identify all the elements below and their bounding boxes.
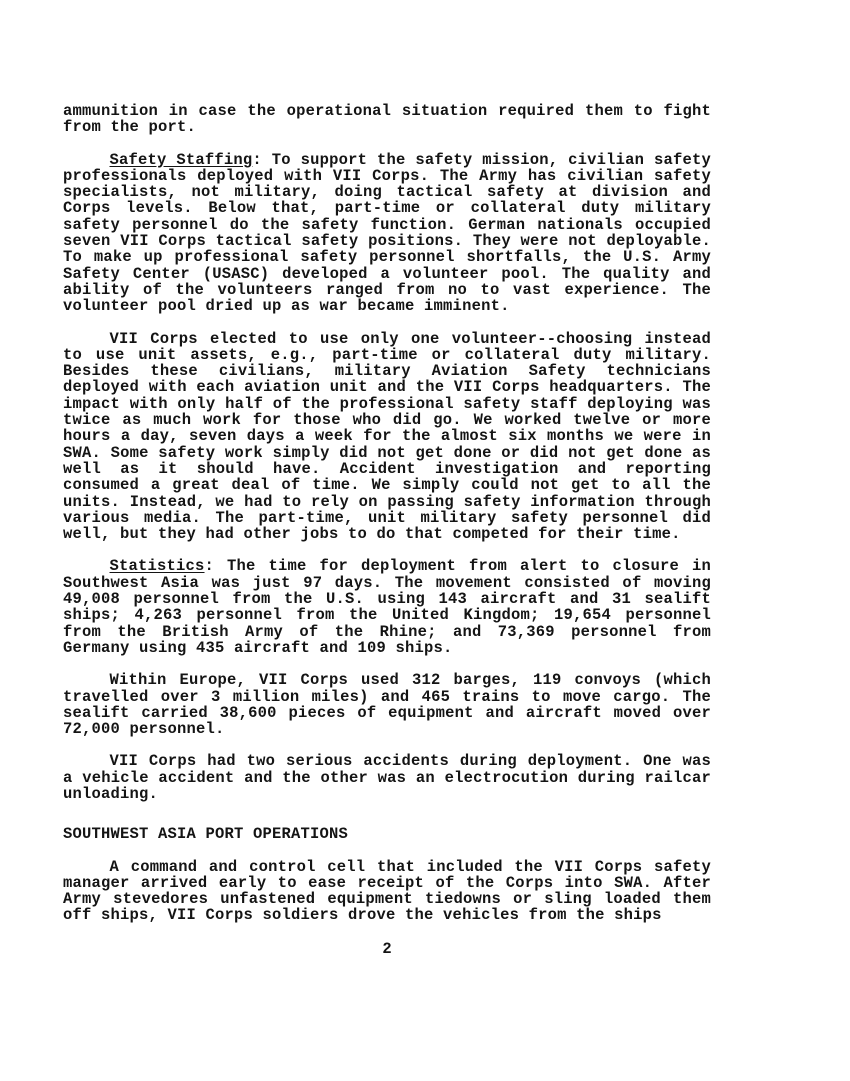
paragraph-text: Within Europe, VII Corps used 312 barges, 119 convoys (which travelled over 3 million miles) and 465 trains to move cargo. The sealift carried 38,600 pieces of equipment and aircraft moved over 72,000 personnel. [63, 671, 711, 739]
page-number: 2 [382, 939, 392, 958]
paragraph-text: VII Corps elected to use only one volunteer--choosing instead to use unit assets, e.g., part-time or collateral duty military. Besides these civilians, military Aviation Safety technicians deployed with each aviation unit and the VII Corps headquarters. The impact with only half of the professional safety staff deploying was twice as much work for those who did go. We worked twelve or more hours a day, seven days a week for the almost six months we were in SWA. Some safety work simply did not get done or did not get done as well as it should have. Accident investigation and reporting consumed a great deal of time. We simply could not get to all the units. Instead, we had to rely on passing safety information through various media. The part-time, unit military safety personnel did well, but they had other jobs to do that competed for their time. [63, 329, 711, 544]
paragraph-volunteer-use [63, 331, 711, 543]
paragraph-command-cell [63, 859, 711, 924]
paragraph-safety-staffing [63, 152, 711, 315]
paragraph-text: ammunition in case the operational situation required them to fight from the port. [63, 102, 711, 137]
paragraph-europe-movement [63, 672, 711, 737]
paragraph-text: A command and control cell that included the VII Corps safety manager arrived early to ease receipt of the Corps into SWA. After Army stevedores unfastened equipment tiedowns or sling loaded them off ships, VII Corps soldiers drove the vehicles from the ships [63, 857, 711, 925]
inline-heading-statistics: Statistics [109, 557, 205, 576]
paragraph-accidents [63, 753, 711, 802]
section-heading-swa-port-operations: SOUTHWEST ASIA PORT OPERATIONS [63, 825, 349, 844]
inline-heading-safety-staffing: Safety Staffing [109, 150, 253, 169]
paragraph-port-continuation [63, 103, 711, 136]
paragraph-text: : The time for deployment from alert to closure in Southwest Asia was just 97 days. The movement consisted of moving 49,008 personnel from the U.S. using 143 aircraft and 31 sealift ships; 4,263 personnel from the United Kingdom; 19,654 personnel from the British Army of the Rhine; and 73,369 personnel from Germany using 435 aircraft and 109 ships. [63, 557, 711, 657]
paragraph-text: VII Corps had two serious accidents during deployment. One was a vehicle accident and the other was an electrocution during railcar unloading. [63, 752, 711, 803]
paragraph-text: : To support the safety mission, civilian safety professionals deployed with VII Corps. The Army has civilian safety specialists, not military, doing tactical safety at division and Corps levels. Below that, part-time or collateral duty military safety personnel do the safety function. German nationals occupied seven VII Corps tactical safety positions. They were not deployable. To make up professional safety personnel shortfalls, the U.S. Army Safety Center (USASC) developed a volunteer pool. The quality and ability of the volunteers ranged from no to vast experience. The volunteer pool dried up as war became imminent. [63, 150, 711, 316]
paragraph-statistics [63, 558, 711, 656]
